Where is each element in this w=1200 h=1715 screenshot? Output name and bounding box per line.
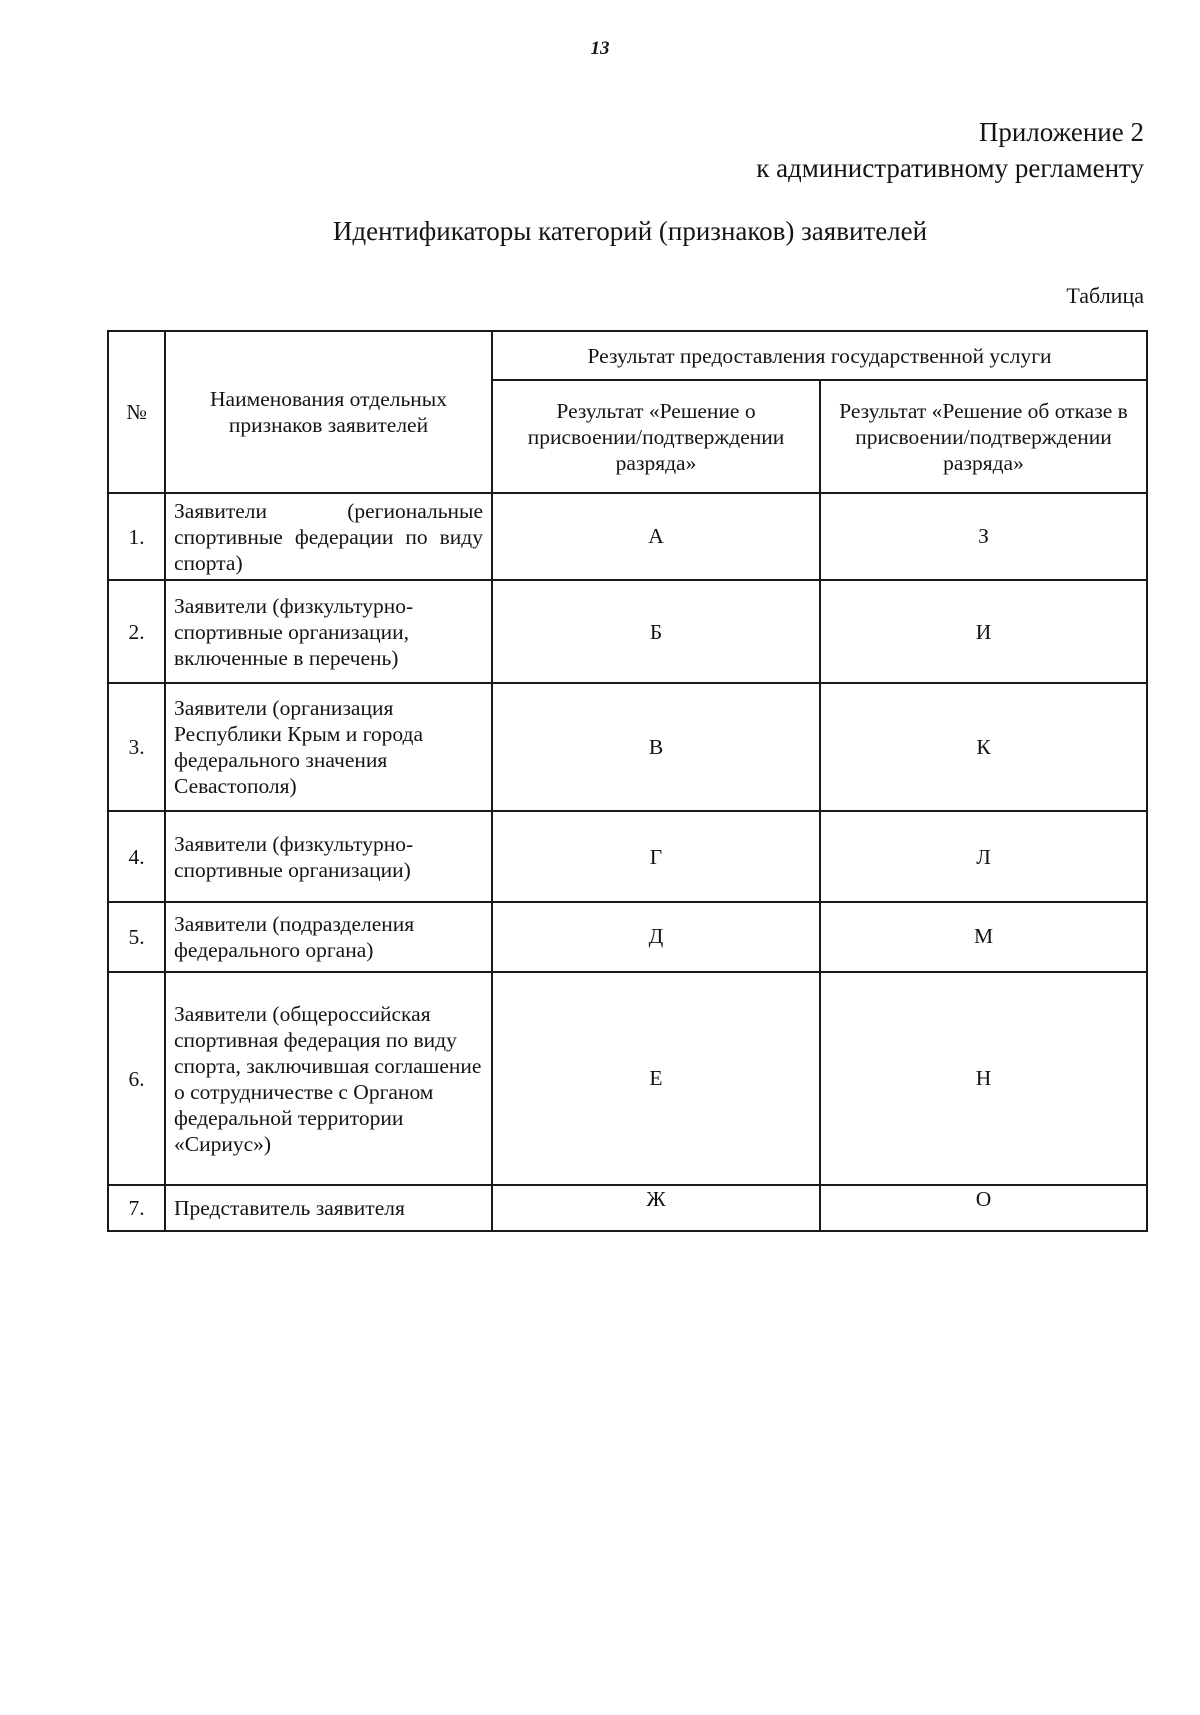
row-result-negative: Н [820, 972, 1147, 1185]
header-number: № [108, 331, 165, 493]
appendix-line-2: к административному регламенту [756, 153, 1144, 183]
table-label: Таблица [1066, 283, 1144, 308]
row-name: Представитель заявителя [165, 1185, 492, 1231]
row-number: 5. [108, 902, 165, 972]
document-title: Идентификаторы категорий (признаков) заявителей [332, 216, 928, 246]
header-result-group: Результат предоставления государственной услуги [492, 331, 1147, 380]
row-result-positive: А [492, 493, 820, 580]
row-result-negative: И [820, 580, 1147, 683]
appendix-line-1: Приложение 2 [978, 117, 1144, 147]
table-row [108, 1185, 1147, 1231]
row-result-positive: Ж [492, 1185, 820, 1231]
row-name: Заявители (подразделения федерального органа) [165, 902, 492, 972]
row-name: Заявители (общероссийская спортивная федерация по виду спорта, заключившая соглашение о сотрудничестве с Органом федеральной территории «Сириус») [165, 972, 492, 1185]
row-result-positive: Б [492, 580, 820, 683]
table-header-row-1 [108, 331, 1147, 380]
header-result-positive: Результат «Решение о присвоении/подтверждении разряда» [492, 380, 820, 493]
table-row [108, 580, 1147, 683]
row-number: 3. [108, 683, 165, 811]
header-name: Наименования отдельных признаков заявителей [165, 331, 492, 493]
row-result-negative: З [820, 493, 1147, 580]
row-result-positive: Е [492, 972, 820, 1185]
row-result-negative: Л [820, 811, 1147, 902]
table-row [108, 683, 1147, 811]
applicant-categories-table [107, 330, 1148, 1232]
row-name: Заявители (региональные спортивные федерации по виду спорта) [165, 493, 492, 580]
appendix-header [756, 114, 1144, 186]
row-result-negative: О [820, 1185, 1147, 1231]
row-result-negative: М [820, 902, 1147, 972]
row-number: 1. [108, 493, 165, 580]
row-result-positive: В [492, 683, 820, 811]
row-name: Заявители (организация Республики Крым и города федерального значения Севастополя) [165, 683, 492, 811]
row-result-positive: Г [492, 811, 820, 902]
row-result-positive: Д [492, 902, 820, 972]
table-row [108, 902, 1147, 972]
row-result-negative: К [820, 683, 1147, 811]
page-number: 13 [590, 38, 610, 59]
table-row [108, 972, 1147, 1185]
row-number: 7. [108, 1185, 165, 1231]
row-number: 6. [108, 972, 165, 1185]
row-name: Заявители (физкультурно-спортивные организации) [165, 811, 492, 902]
table-row [108, 811, 1147, 902]
row-number: 2. [108, 580, 165, 683]
row-name: Заявители (физкультурно-спортивные организации, включенные в перечень) [165, 580, 492, 683]
row-number: 4. [108, 811, 165, 902]
header-result-negative: Результат «Решение об отказе в присвоении/подтверждении разряда» [820, 380, 1147, 493]
table-row [108, 493, 1147, 580]
